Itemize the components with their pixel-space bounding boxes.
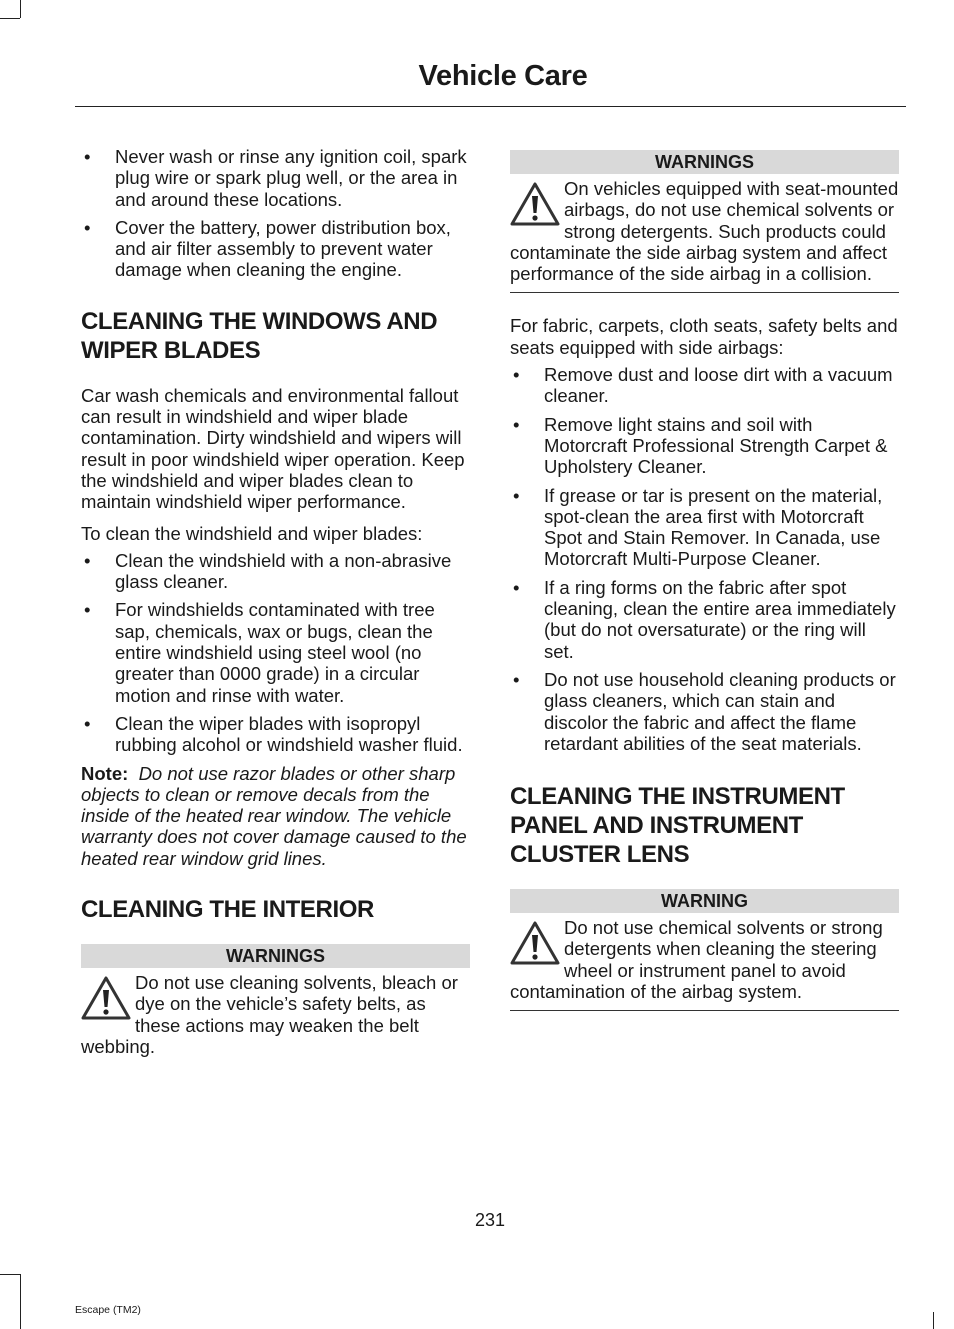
paragraph: For fabric, carpets, cloth seats, safety belts and seats equipped with side airbags: <box>510 315 898 358</box>
list-item: • Remove light stains and soil with Motorcraft Professional Strength Carpet & Upholstery Cleaner. <box>513 413 888 478</box>
crop-mark <box>0 18 20 19</box>
title-divider <box>75 106 906 107</box>
list-item: • Clean the wiper blades with isopropyl rubbing alcohol or windshield washer fluid. <box>84 712 463 756</box>
list-item: • For windshields contaminated with tree sap, chemicals, wax or bugs, clean the entire windshield using steel wool (no greater than 0000 grade) in a circular motion and rinse with water. <box>84 599 435 706</box>
footer-model: Escape (TM2) <box>75 1304 141 1316</box>
note <box>81 763 470 869</box>
warning-box <box>81 972 470 1065</box>
warning-header: WARNINGS <box>81 944 470 968</box>
section-heading-instrument: CLEANING THE INSTRUMENT PANEL AND INSTRUMENT CLUSTER LENS <box>510 783 845 869</box>
list-item: • Never wash or rinse any ignition coil, spark plug wire or spark plug well, or the area in and around these locations. <box>84 146 467 210</box>
crop-mark <box>20 0 21 18</box>
note-text: Do not use razor blades or other sharp objects to clean or remove decals from the inside of the heated rear window. The vehicle warranty does not cover damage caused to the heated rear window grid lines. <box>81 762 467 869</box>
warning-text: Do not use chemical solvents or strong detergents when cleaning the steering wheel or instrument panel to avoid contamination of the airbag system. <box>510 917 883 1003</box>
page-number: 231 <box>474 1210 506 1230</box>
section-heading-interior: CLEANING THE INTERIOR <box>81 896 374 924</box>
warning-triangle-icon <box>81 976 131 1020</box>
list-item: • Cover the battery, power distribution box, and air filter assembly to prevent water damage when cleaning the engine. <box>84 216 451 281</box>
left-column <box>81 146 470 1087</box>
warning-text: Do not use cleaning solvents, bleach or dye on the vehicle’s safety belts, as these actions may weaken the belt webbing. <box>81 972 458 1057</box>
crop-mark <box>0 1274 20 1275</box>
right-column <box>510 150 899 1033</box>
warning-box <box>510 917 899 1011</box>
warning-box <box>510 178 899 293</box>
paragraph: Car wash chemicals and environmental fallout can result in windshield and wiper blade contamination. Dirty windshield and wipers will result in poor windshield wiper operation. Keep the windshield and wiper blades clean to maintain windshield wiper performance. <box>81 384 465 513</box>
crop-mark <box>20 1274 21 1329</box>
page-title: Vehicle Care <box>418 60 588 92</box>
list-item: • Do not use household cleaning products or glass cleaners, which can stain and discolor the fabric and affect the flame retardant abilities of the seat materials. <box>513 668 896 754</box>
section-heading-windows: CLEANING THE WINDOWS AND WIPER BLADES <box>81 307 438 364</box>
note-label: Note: <box>81 762 129 784</box>
warning-triangle-icon <box>510 921 560 965</box>
warning-text: On vehicles equipped with seat-mounted airbags, do not use chemical solvents or strong detergents. Such products could contaminate the side airbag system and affect performance of the side airbag in a collision. <box>510 178 899 285</box>
fabric-bullet-list <box>510 364 899 754</box>
crop-mark <box>933 1312 934 1329</box>
warning-header: WARNINGS <box>510 150 899 174</box>
warning-triangle-icon <box>510 182 560 226</box>
windows-bullet-list <box>81 550 470 756</box>
list-item: • Clean the windshield with a non-abrasive glass cleaner. <box>84 549 452 593</box>
intro-bullet-list <box>81 146 470 281</box>
list-item: • If grease or tar is present on the material, spot-clean the area first with Motorcraft Spot and Stain Remover. In Canada, use Motorcraft Multi-Purpose Cleaner. <box>513 484 883 570</box>
warning-header: WARNING <box>510 889 899 913</box>
paragraph: To clean the windshield and wiper blades: <box>81 522 423 544</box>
list-item: • Remove dust and loose dirt with a vacuum cleaner. <box>513 364 893 407</box>
list-item: • If a ring forms on the fabric after spot cleaning, clean the entire area immediately (but do not oversaturate) or the ring will set. <box>513 576 896 662</box>
